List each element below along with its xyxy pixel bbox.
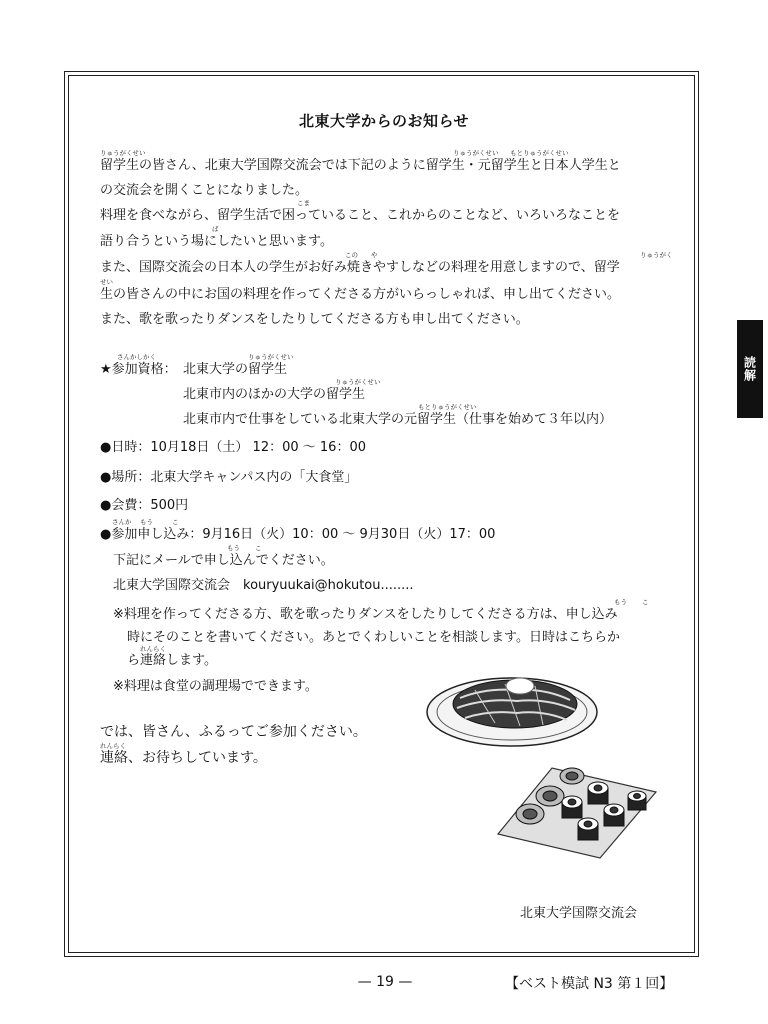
furigana: りゅうがくせい — [335, 378, 381, 386]
furigana: りゅうがく — [640, 251, 673, 259]
furigana: こ — [642, 598, 649, 606]
furigana: りゅうがくせい — [248, 353, 294, 361]
application-instruction: 下記にメールで申し込んでください。 — [113, 553, 334, 568]
note-line: ※料理を作ってくださる方、歌を歌ったりダンスをしたりしてくださる方は、申し込み — [113, 607, 618, 622]
event-date: ●日時：10月18日（土） 12：00 ～ 16：00 — [100, 440, 366, 455]
paragraph-line: の交流会を開くことになりました。 — [100, 183, 309, 198]
furigana: りゅうがくせい — [100, 149, 146, 157]
note-line: 時にそのことを書いてください。あとでくわしいことを相談します。日時はこちらか — [127, 630, 620, 645]
furigana: や — [371, 251, 378, 259]
eligibility-line: 北東市内のほかの大学の留学生 — [183, 387, 366, 402]
page-number: — 19 — — [357, 974, 413, 990]
eligibility-line: 北東市内で仕事をしている北東大学の元留学生（仕事を始めて３年以内） — [183, 412, 613, 427]
eligibility-line: 北東大学の留学生 — [183, 362, 288, 377]
note-line: ※料理は食堂の調理場でできます。 — [113, 679, 318, 694]
sushi-illustration — [490, 762, 660, 862]
paragraph-line: 生の皆さんの中にお国の料理を作ってくださる方がいらっしゃれば、申し出てください。 — [100, 287, 621, 302]
furigana: ば — [212, 225, 219, 233]
application-period: ●参加申し込み：9月16日（火）10：00 ～ 9月30日（火）17：00 — [100, 527, 496, 542]
eligibility-label: ★参加資格： — [100, 362, 177, 377]
furigana: もう — [614, 598, 627, 606]
furigana: もとりゅうがくせい — [418, 403, 477, 411]
notice-title: 北東大学からのお知らせ — [298, 112, 470, 130]
signature: 北東大学国際交流会 — [520, 906, 638, 921]
paragraph-line: 料理を食べながら、留学生活で困っていること、これからのことなど、いろいろなことを — [100, 208, 621, 223]
paragraph-line: また、国際交流会の日本人の学生がお好み焼きやすしなどの料理を用意しますので、留学 — [100, 260, 620, 275]
paragraph-line: 語り合うという場にしたいと思います。 — [100, 234, 333, 249]
furigana: もとりゅうがくせい — [510, 149, 569, 157]
furigana: りゅうがくせい — [453, 149, 499, 157]
paragraph-line: 留学生の皆さん、北東大学国際交流会では下記のように留学生・元留学生と日本人学生と — [100, 158, 621, 173]
furigana: こま — [297, 199, 310, 207]
application-contact: 北東大学国際交流会 kouryuukai@hokutou........ — [113, 578, 414, 593]
note-line: ら連絡します。 — [127, 653, 217, 668]
event-place: ●場所：北東大学キャンパス内の「大食堂」 — [100, 470, 358, 485]
furigana: この — [345, 251, 358, 259]
paragraph-line: また、歌を歌ったりダンスをしたりしてくださる方も申し出てください。 — [100, 312, 529, 327]
furigana: もう — [140, 518, 153, 526]
furigana: せい — [100, 278, 113, 286]
furigana: さんか — [112, 518, 132, 526]
furigana: さんかしかく — [117, 353, 156, 361]
furigana: こ — [255, 544, 262, 552]
book-title: 【ベスト模試 N3 第１回】 — [505, 976, 674, 992]
section-tab: 読解 — [737, 320, 763, 418]
furigana: れんらく — [140, 645, 166, 653]
furigana: れんらく — [100, 742, 126, 750]
closing-line: では、皆さん、ふるってご参加ください。 — [100, 724, 367, 740]
furigana: こ — [172, 518, 179, 526]
furigana: もう — [227, 544, 240, 552]
okonomiyaki-illustration — [425, 668, 600, 748]
closing-line: 連絡、お待ちしています。 — [100, 750, 267, 766]
event-fee: ●会費：500円 — [100, 498, 189, 513]
